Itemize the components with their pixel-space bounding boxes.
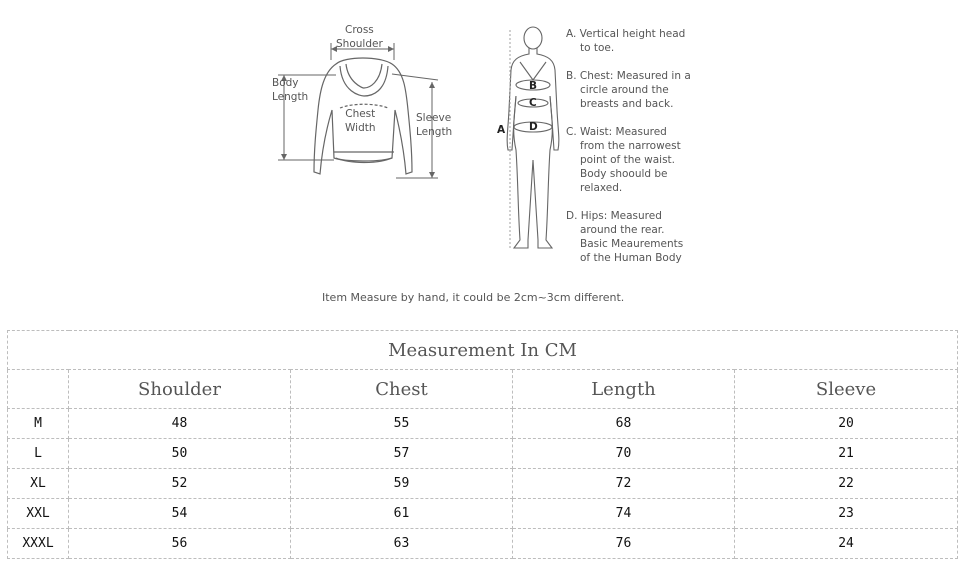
length-value: 74 <box>513 499 735 529</box>
chest-value: 57 <box>291 439 513 469</box>
chest-value: 59 <box>291 469 513 499</box>
size-label: XXL <box>8 499 69 529</box>
length-value: 72 <box>513 469 735 499</box>
cross-shoulder-label: Cross Shoulder <box>336 24 383 50</box>
sleeve-value: 21 <box>735 439 958 469</box>
chest-width-label: Chest Width <box>345 108 376 134</box>
size-label: XL <box>8 469 69 499</box>
size-table <box>7 330 958 559</box>
note-a: A. Vertical height head to toe. <box>566 28 686 54</box>
sleeve-value: 24 <box>735 529 958 559</box>
size-label: XXXL <box>8 529 69 559</box>
sleeve-value: 22 <box>735 469 958 499</box>
table-row <box>8 529 958 559</box>
table-row <box>8 469 958 499</box>
chest-value: 55 <box>291 409 513 439</box>
note-d: D. Hips: Measured around the rear. Basic Meaurements of the Human Body <box>566 210 684 264</box>
note-b: B. Chest: Measured in a circle around the breasts and back. <box>566 70 691 110</box>
shoulder-value: 54 <box>69 499 291 529</box>
body-length-label: Body Length <box>272 77 309 103</box>
sleeve-value: 23 <box>735 499 958 529</box>
header-sleeve: Sleeve <box>735 370 958 409</box>
letter-c: C <box>529 97 537 109</box>
shoulder-value: 50 <box>69 439 291 469</box>
note-c: C. Waist: Measured from the narrowest point of the waist. Body shoould be relaxed. <box>566 126 681 194</box>
table-header-row <box>8 370 958 409</box>
table-row <box>8 499 958 529</box>
table-row <box>8 439 958 469</box>
shoulder-value: 48 <box>69 409 291 439</box>
length-value: 76 <box>513 529 735 559</box>
shoulder-value: 56 <box>69 529 291 559</box>
size-label: L <box>8 439 69 469</box>
chest-value: 61 <box>291 499 513 529</box>
measurement-notes <box>566 27 706 279</box>
length-value: 70 <box>513 439 735 469</box>
letter-b: B <box>529 80 538 92</box>
letter-d: D <box>529 121 538 133</box>
header-length: Length <box>513 370 735 409</box>
table-row <box>8 409 958 439</box>
header-shoulder: Shoulder <box>69 370 291 409</box>
measure-footnote: Item Measure by hand, it could be 2cm~3cm different. <box>322 291 625 304</box>
sleeve-value: 20 <box>735 409 958 439</box>
header-chest: Chest <box>291 370 513 409</box>
table-title: Measurement In CM <box>8 331 958 370</box>
chest-value: 63 <box>291 529 513 559</box>
sleeve-length-label: Sleeve Length <box>416 112 453 138</box>
shoulder-value: 52 <box>69 469 291 499</box>
size-label: M <box>8 409 69 439</box>
length-value: 68 <box>513 409 735 439</box>
header-blank <box>8 370 69 409</box>
letter-a: A <box>497 124 506 136</box>
